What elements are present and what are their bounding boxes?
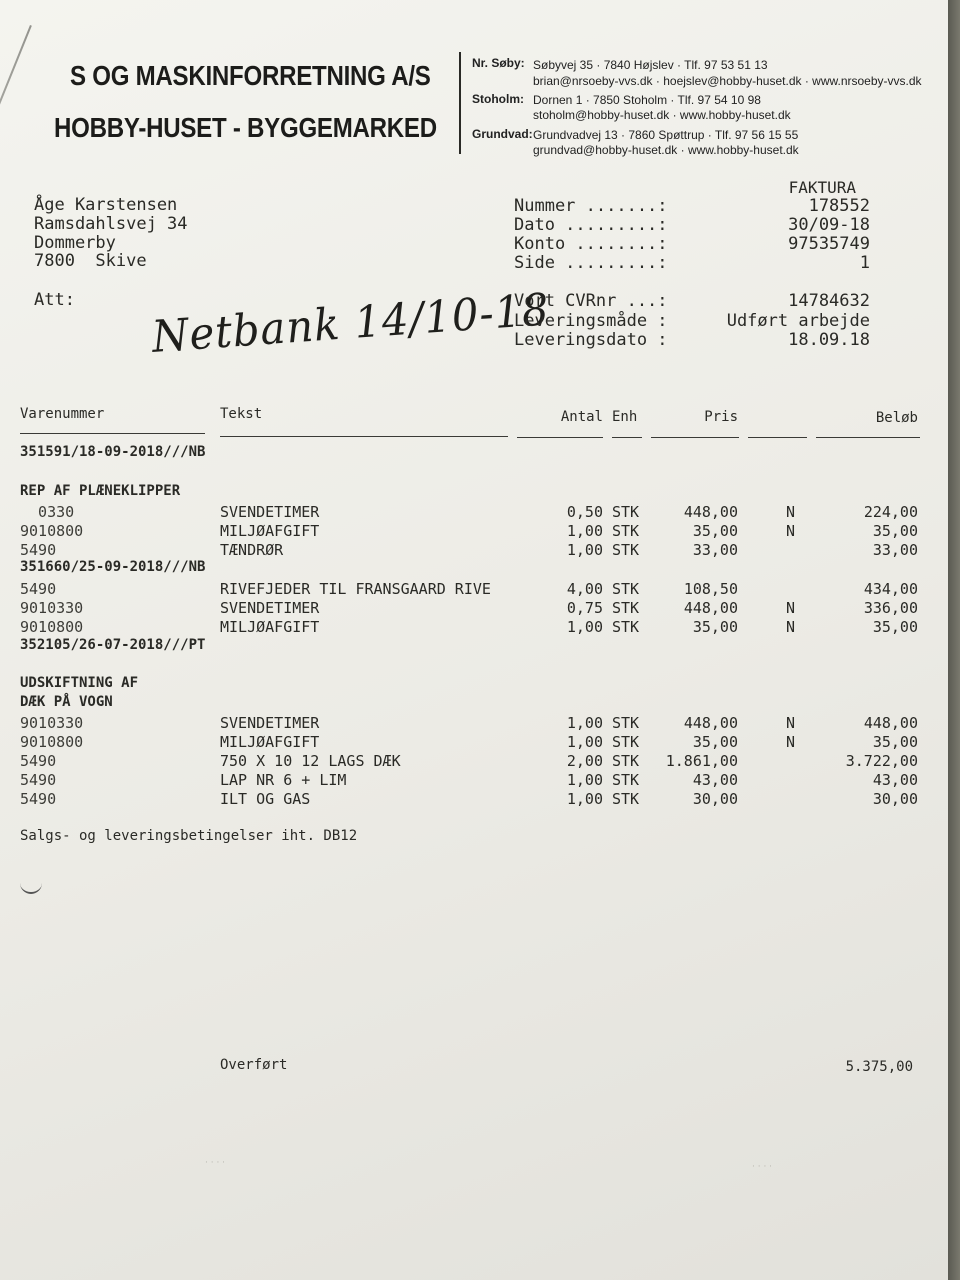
item-number: 9010800 (20, 733, 84, 751)
item-text: ILT OG GAS (220, 790, 311, 808)
item-price: 35,00 (692, 618, 738, 636)
item-text: SVENDETIMER (220, 599, 320, 617)
item-text: 750 X 10 12 LAGS DÆK (220, 752, 401, 770)
header-underline (612, 437, 642, 438)
table-row (0, 714, 948, 733)
branch-contact-stoholm: stoholm@hobby-huset.dk · www.hobby-huset.dk (533, 108, 791, 122)
item-quantity: 1,00 (566, 790, 603, 808)
item-unit: STK (612, 541, 640, 559)
item-marker: N (786, 618, 796, 636)
company-name-line1: S OG MASKINFORRETNING A/S (70, 60, 431, 91)
item-number: 9010330 (20, 599, 84, 617)
item-unit: STK (612, 503, 640, 521)
item-price: 448,00 (683, 714, 738, 732)
item-number: 9010800 (20, 618, 84, 636)
item-price: 43,00 (692, 771, 738, 789)
transfer-label: Overført (220, 1057, 288, 1073)
item-text: MILJØAFGIFT (220, 618, 320, 636)
terms-text: Salgs- og leveringsbetingelser iht. DB12 (20, 828, 358, 844)
col-antal: Antal (560, 409, 603, 425)
pencil-mark (0, 25, 32, 188)
table-row (0, 522, 948, 541)
col-pris: Pris (704, 409, 738, 425)
item-quantity: 1,00 (566, 541, 603, 559)
item-marker: N (786, 714, 796, 732)
table-row (0, 618, 948, 637)
item-amount: 33,00 (872, 541, 918, 559)
item-amount: 3.722,00 (845, 752, 918, 770)
branch-label-stoholm: Stoholm: (472, 92, 524, 106)
item-text: LAP NR 6 + LIM (220, 771, 347, 789)
item-unit: STK (612, 714, 640, 732)
invoice-title: FAKTURA (788, 178, 856, 197)
group-order-352105: 352105/26-07-2018///PT (20, 637, 206, 653)
item-text: MILJØAFGIFT (220, 733, 320, 751)
invoice-field-value: 30/09-18 (788, 215, 870, 235)
group-title-udskiftning: UDSKIFTNING AF (20, 675, 139, 691)
col-varenummer: Varenummer (20, 406, 105, 422)
branch-label-nr-soeby: Nr. Søby: (472, 56, 525, 70)
item-quantity: 4,00 (566, 580, 603, 598)
item-quantity: 1,00 (566, 522, 603, 540)
item-quantity: 1,00 (566, 714, 603, 732)
item-number: 5490 (20, 580, 57, 598)
item-unit: STK (612, 733, 640, 751)
table-row (0, 790, 948, 809)
item-number: 5490 (20, 541, 57, 559)
table-row (0, 599, 948, 618)
branch-address-stoholm: Dornen 1 · 7850 Stoholm · Tlf. 97 54 10 98 (533, 93, 761, 107)
item-unit: STK (612, 771, 640, 789)
invoice-field-label: Dato .........: (514, 215, 668, 235)
print-smudge: · · · · (752, 1162, 773, 1172)
item-number: 9010800 (20, 522, 84, 540)
table-row (0, 541, 948, 560)
ink-mark (20, 882, 42, 894)
item-text: TÆNDRØR (220, 541, 284, 559)
item-marker: N (786, 522, 796, 540)
item-unit: STK (612, 522, 640, 540)
item-number: 5490 (20, 771, 57, 789)
col-tekst: Tekst (220, 406, 263, 422)
item-price: 448,00 (683, 503, 738, 521)
branch-address-nr-soeby: Søbyvej 35 · 7840 Højslev · Tlf. 97 53 51 13 (533, 58, 768, 72)
item-amount: 43,00 (872, 771, 918, 789)
item-unit: STK (612, 580, 640, 598)
invoice-field-label: Vort CVRnr ...: (514, 291, 668, 311)
company-name-line2: HOBBY-HUSET - BYGGEMARKED (54, 112, 437, 143)
col-beloeb: Beløb (875, 410, 918, 426)
invoice-field-value: 97535749 (788, 234, 870, 254)
item-quantity: 0,75 (566, 599, 603, 617)
item-price: 448,00 (683, 599, 738, 617)
item-price: 1.861,00 (665, 752, 738, 770)
item-marker: N (786, 733, 796, 751)
item-text: SVENDETIMER (220, 503, 320, 521)
table-row (0, 752, 948, 771)
item-price: 35,00 (692, 733, 738, 751)
header-divider (459, 52, 461, 154)
invoice-field-label: Side .........: (514, 253, 668, 273)
branch-contact-nr-soeby: brian@nrsoeby-vvs.dk · hoejslev@hobby-huset.dk · www.nrsoeby-vvs.dk (533, 74, 922, 88)
item-number: 5490 (20, 790, 57, 808)
customer-name: Åge Karstensen (34, 195, 178, 215)
item-text: SVENDETIMER (220, 714, 320, 732)
item-text: RIVEFJEDER TIL FRANSGAARD RIVE (220, 580, 491, 598)
header-underline (517, 437, 603, 438)
invoice-field-value: 178552 (808, 196, 870, 216)
handwritten-netbank-note: Netbank 14/10-18 (150, 284, 552, 363)
invoice-field-label: Leveringsdato : (514, 330, 668, 350)
item-marker: N (786, 599, 796, 617)
item-price: 30,00 (692, 790, 738, 808)
customer-city: Dommerby (34, 233, 116, 253)
item-unit: STK (612, 790, 640, 808)
item-quantity: 1,00 (566, 733, 603, 751)
item-unit: STK (612, 599, 640, 617)
group-order-351660: 351660/25-09-2018///NB (20, 559, 206, 575)
item-price: 35,00 (692, 522, 738, 540)
invoice-field-label: Konto ........: (514, 234, 668, 254)
branch-label-grundvad: Grundvad: (472, 127, 533, 141)
invoice-field-value: 18.09.18 (788, 330, 870, 350)
item-amount: 35,00 (872, 733, 918, 751)
item-quantity: 2,00 (566, 752, 603, 770)
item-quantity: 1,00 (566, 618, 603, 636)
item-number: 9010330 (20, 714, 84, 732)
header-underline (748, 437, 807, 438)
customer-zip-city: 7800 Skive (34, 251, 147, 271)
paper-edge-shadow (948, 0, 960, 1280)
item-amount: 448,00 (863, 714, 918, 732)
invoice-field-label: Nummer .......: (514, 196, 668, 216)
item-amount: 30,00 (872, 790, 918, 808)
header-underline (20, 433, 205, 434)
item-amount: 434,00 (863, 580, 918, 598)
item-marker: N (786, 503, 796, 521)
invoice-field-value: 14784632 (788, 291, 870, 311)
invoice-field-value: Udført arbejde (726, 311, 870, 331)
item-amount: 336,00 (863, 599, 918, 617)
table-row (0, 503, 948, 522)
item-price: 33,00 (692, 541, 738, 559)
group-title-rep-plaeneklipper: REP AF PLÆNEKLIPPER (20, 483, 181, 499)
item-text: MILJØAFGIFT (220, 522, 320, 540)
item-unit: STK (612, 618, 640, 636)
invoice-field-label: Leveringsmåde : (514, 311, 668, 331)
table-row (0, 771, 948, 790)
print-smudge: · · · · (205, 1158, 226, 1168)
branch-address-grundvad: Grundvadvej 13 · 7860 Spøttrup · Tlf. 97 56 15 55 (533, 128, 799, 142)
item-quantity: 0,50 (566, 503, 603, 521)
item-amount: 224,00 (863, 503, 918, 521)
item-unit: STK (612, 752, 640, 770)
item-price: 108,50 (683, 580, 738, 598)
item-amount: 35,00 (872, 522, 918, 540)
table-row (0, 733, 948, 752)
header-underline (220, 436, 508, 437)
item-amount: 35,00 (872, 618, 918, 636)
item-number: 0330 (20, 503, 75, 521)
branch-contact-grundvad: grundvad@hobby-huset.dk · www.hobby-huset.dk (533, 143, 799, 157)
invoice-field-value: 1 (859, 253, 870, 273)
group-title-daek-paa-vogn: DÆK PÅ VOGN (20, 694, 113, 710)
item-quantity: 1,00 (566, 771, 603, 789)
table-row (0, 580, 948, 599)
transfer-amount: 5.375,00 (845, 1059, 913, 1075)
attention-label: Att: (34, 290, 75, 310)
col-enh: Enh (612, 409, 638, 425)
header-underline (651, 437, 739, 438)
group-order-351591: 351591/18-09-2018///NB (20, 444, 206, 460)
item-number: 5490 (20, 752, 57, 770)
header-underline (816, 437, 920, 438)
customer-street: Ramsdahlsvej 34 (34, 214, 188, 234)
